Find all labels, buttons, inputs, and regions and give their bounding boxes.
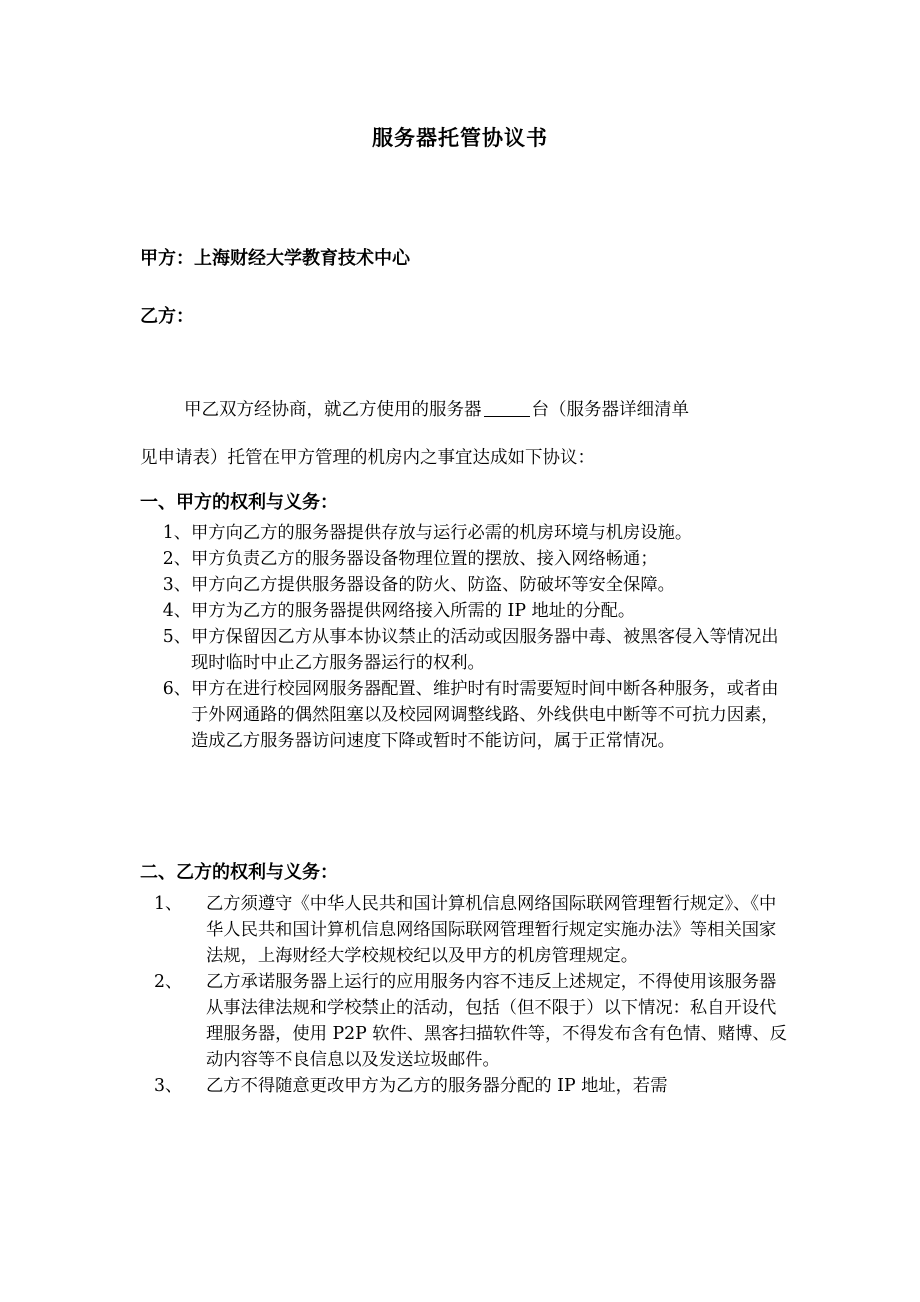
intro-text-before-blank: 甲乙双方经协商，就乙方使用的服务器 <box>184 400 482 420</box>
item-number: 3、 <box>162 575 191 595</box>
section-1-heading: 一、甲方的权利与义务： <box>140 492 338 513</box>
document-title: 服务器托管协议书 <box>372 126 548 150</box>
item-text: 甲方负责乙方的服务器设备物理位置的摆放、接入网络畅通； <box>191 549 658 569</box>
list-item <box>140 598 790 624</box>
item-text: 甲方在进行校园网服务器配置、维护时有时需要短时间中断各种服务，或者由于外网通路的偶然阻塞以及校园网调整线路、外线供电中断等不可抗力因素，造成乙方服务器访问速度下降或暂时不能访问，属于正常情况。 <box>191 679 779 751</box>
intro-line-2: 见申请表）托管在甲方管理的机房内之事宜达成如下协议： <box>140 448 595 468</box>
item-text: 甲方为乙方的服务器提供网络接入所需的 IP 地址的分配。 <box>191 601 636 621</box>
list-item <box>140 676 790 754</box>
section-1-list <box>140 520 790 754</box>
section-2-list <box>140 891 790 1099</box>
list-item <box>140 520 790 546</box>
item-number: 1、 <box>154 894 183 914</box>
item-number: 2、 <box>154 972 183 992</box>
quantity-blank <box>484 398 530 417</box>
list-item <box>140 891 790 969</box>
item-text: 甲方向乙方提供服务器设备的防火、防盗、防破坏等安全保障。 <box>191 575 675 595</box>
item-number: 4、 <box>162 601 191 621</box>
section-2-heading: 二、乙方的权利与义务： <box>140 862 338 883</box>
intro-text-after-blank: 台（服务器详细清单 <box>531 400 689 420</box>
item-text: 甲方保留因乙方从事本协议禁止的活动或因服务器中毒、被黑客侵入等情况出现时临时中止乙方服务器运行的权利。 <box>191 627 779 673</box>
list-item <box>140 969 790 1073</box>
intro-line-1 <box>140 386 785 434</box>
list-item <box>140 546 790 572</box>
list-item <box>140 624 790 676</box>
item-text: 乙方承诺服务器上运行的应用服务内容不违反上述规定，不得使用该服务器从事法律法规和学校禁止的活动，包括（但不限于）以下情况：私自开设代理服务器，使用 P2P 软件、黑客扫描软件等，不得发布含有色情、赌博、反动内容等不良信息以及发送垃圾邮件。 <box>206 972 787 1070</box>
item-number: 1、 <box>162 523 191 543</box>
list-item <box>140 1073 790 1099</box>
item-text: 甲方向乙方的服务器提供存放与运行必需的机房环境与机房设施。 <box>191 523 693 543</box>
item-number: 5、 <box>162 627 191 647</box>
item-text: 乙方不得随意更改甲方为乙方的服务器分配的 IP 地址，若需 <box>206 1076 668 1096</box>
party-b: 乙方： <box>140 306 194 327</box>
party-a: 甲方：上海财经大学教育技术中心 <box>140 248 410 269</box>
item-number: 6、 <box>162 679 191 699</box>
item-text: 乙方须遵守《中华人民共和国计算机信息网络国际联网管理暂行规定》、《中华人民共和国计算机信息网络国际联网管理暂行规定实施办法》等相关国家法规，上海财经大学校规校纪以及甲方的机房管理规定。 <box>206 894 777 966</box>
intro-paragraph <box>140 386 785 482</box>
item-number: 2、 <box>162 549 191 569</box>
list-item <box>140 572 790 598</box>
item-number: 3、 <box>154 1076 183 1096</box>
